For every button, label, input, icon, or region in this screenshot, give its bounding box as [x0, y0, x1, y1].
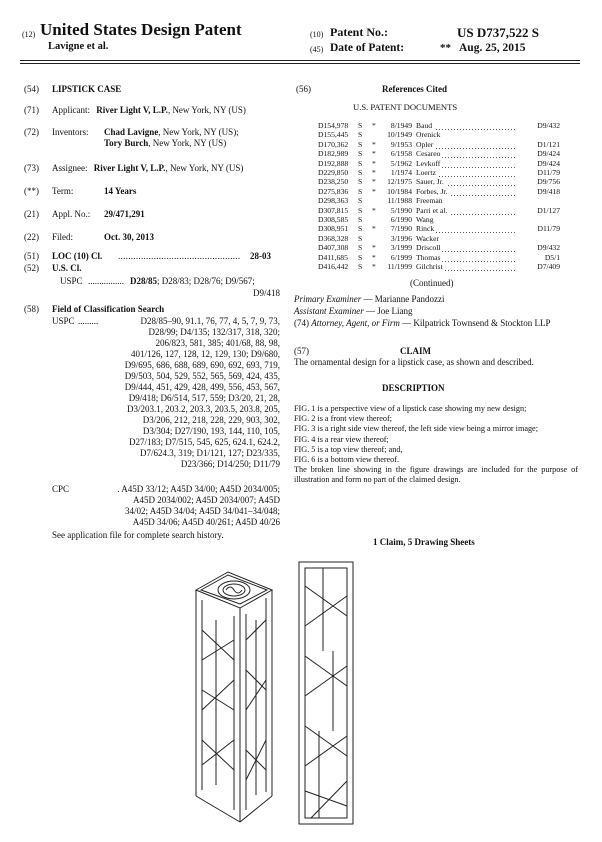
- cpc-line: . A45D 33/12; A45D 34/00; A45D 2034/005;: [117, 484, 280, 494]
- assistant-examiner-name: — Joe Liang: [363, 306, 413, 316]
- reference-number: D416,442: [318, 262, 349, 272]
- reference-kind: S: [358, 158, 363, 168]
- reference-number: D308,585: [318, 215, 349, 225]
- reference-number: D182,989: [318, 149, 349, 159]
- reference-row: [318, 262, 560, 271]
- reference-number: D192,888: [318, 158, 349, 168]
- inid-code-term: (**): [24, 186, 39, 196]
- description-line: FIG. 5 is a top view thereof; and,: [294, 444, 403, 454]
- us-patent-documents-heading: U.S. PATENT DOCUMENTS: [353, 102, 458, 112]
- assistant-examiner-label: Assistant Examiner: [294, 306, 364, 316]
- reference-number: D155,445: [318, 130, 349, 140]
- reference-number: D368,328: [318, 233, 349, 243]
- reference-row: [318, 187, 560, 196]
- uspc-line: D3/206, 212, 218, 228, 229, 903, 302,: [142, 415, 280, 425]
- reference-cited-by-examiner: *: [372, 252, 376, 262]
- description-line: FIG. 4 is a rear view thereof;: [294, 434, 389, 444]
- reference-date: 7/1990: [390, 224, 412, 234]
- uspc-line: D28/99; D4/135; 132/317, 318, 320;: [148, 327, 280, 337]
- field-of-search-cpc-label: CPC: [52, 484, 70, 494]
- assignee-name: River Light V, L.P.: [93, 163, 166, 173]
- claim-text: The ornamental design for a lipstick case, as shown and described.: [294, 357, 534, 367]
- uspc-line: D23/366; D14/250; D11/79: [180, 459, 280, 469]
- appl-no-label: Appl. No.:: [52, 209, 91, 219]
- field-of-search-uspc-list: [96, 316, 280, 470]
- reference-date: 11/1988: [387, 196, 412, 206]
- search-history-note: See application file for complete search history.: [52, 530, 224, 540]
- uspc-line: D9/695, 686, 688, 689, 690, 692, 693, 719,: [124, 360, 280, 370]
- reference-kind: S: [358, 196, 363, 206]
- cpc-line: A45D 2034/002; A45D 2034/007; A45D: [132, 495, 280, 505]
- filed-label: Filed:: [52, 232, 74, 242]
- reference-class: D9/424: [537, 158, 560, 168]
- reference-class: [516, 196, 560, 205]
- description-line: FIG. 3 is a right side view thereof, the left side view being a mirror image;: [294, 424, 538, 434]
- loc-class-label: LOC (10) Cl.: [52, 251, 103, 261]
- inid-code-73: (73): [24, 163, 39, 173]
- term-label: Term:: [52, 186, 74, 196]
- reference-inventor: Rinck: [416, 224, 516, 233]
- uspc-line: D3/203.1, 203.2, 203.3, 203.5, 203.8, 205,: [127, 404, 280, 414]
- description-line: FIG. 2 is a front view thereof;: [294, 414, 392, 424]
- reference-row: [318, 234, 560, 243]
- reference-class: D9/756: [537, 177, 560, 187]
- primary-examiner: [294, 294, 444, 305]
- inventor-2-location: , New York, NY (US): [148, 138, 227, 148]
- uspc-line: 401/126, 127, 128, 12, 129, 130; D9/680,: [130, 349, 280, 359]
- assignee-location: , New York, NY (US): [165, 163, 244, 173]
- reference-date: 6/1958: [390, 149, 412, 159]
- primary-examiner-label: Primary Examiner: [294, 294, 362, 304]
- inid-code-58: (58): [24, 304, 39, 314]
- appl-no-value: 29/471,291: [104, 209, 145, 219]
- inventor-2-name: Tory Burch: [104, 138, 149, 148]
- reference-class: D9/432: [537, 121, 560, 130]
- reference-cited-by-examiner: *: [372, 177, 376, 187]
- reference-date: 6/1999: [390, 252, 412, 262]
- attorney-field: [294, 318, 578, 329]
- reference-date: 3/1996: [390, 233, 412, 243]
- reference-kind: S: [358, 252, 363, 262]
- reference-kind: S: [358, 233, 363, 243]
- reference-inventor: Orenick: [416, 130, 441, 140]
- reference-class: D11/79: [537, 168, 560, 178]
- reference-number: D308,951: [318, 224, 349, 234]
- inid-code-56: (56): [296, 84, 311, 94]
- reference-row: [318, 130, 560, 139]
- first-inventor-etal: Lavigne et al.: [48, 41, 109, 52]
- reference-class: D1/127: [537, 205, 560, 215]
- reference-cited-by-examiner: *: [372, 139, 376, 149]
- uspc-line: D9/444, 451, 429, 428, 499, 556, 453, 567,: [124, 382, 280, 392]
- reference-kind: S: [358, 262, 363, 272]
- reference-number: D407,308: [318, 243, 349, 253]
- us-class-label: U.S. Cl.: [52, 263, 82, 273]
- field-of-search-label: Field of Classification Search: [52, 304, 165, 314]
- reference-inventor: Loertz: [416, 168, 516, 177]
- cpc-line: A45D 34/06; A45D 40/261; A45D 40/26: [132, 517, 280, 527]
- attorney-label: Attorney, Agent, or Firm: [311, 318, 400, 328]
- reference-kind: S: [358, 224, 363, 234]
- reference-row: [318, 121, 560, 130]
- inventor-2: [104, 138, 226, 149]
- reference-number: D238,250: [318, 177, 349, 187]
- references-cited-heading: References Cited: [382, 84, 448, 94]
- reference-row: [318, 149, 560, 158]
- reference-inventor: Wacker: [416, 233, 439, 243]
- reference-cited-by-examiner: *: [372, 205, 376, 215]
- reference-class: D5/1: [544, 252, 560, 262]
- cpc-line: 34/02; A45D 34/04; A45D 34/041–34/048;: [124, 506, 280, 516]
- field-of-search-leader-dots: .........: [78, 316, 99, 326]
- front-view-drawing: [293, 556, 359, 832]
- reference-cited-by-examiner: *: [372, 186, 376, 196]
- applicant-label: Applicant:: [52, 105, 90, 115]
- inventor-1-location: , New York, NY (US);: [158, 127, 239, 137]
- reference-date: 12/1975: [387, 177, 412, 187]
- reference-date: 11/1999: [387, 262, 412, 272]
- reference-inventor: Sauer, Jr.: [416, 177, 516, 186]
- reference-date: 5/1990: [390, 205, 412, 215]
- reference-row: [318, 215, 560, 224]
- document-type-title: United States Design Patent: [40, 20, 242, 39]
- uspc-line: D9/418; D6/514, 517, 559; D3/20, 21, 28,: [128, 393, 280, 403]
- description-line: The broken line showing in the figure drawings are included for the purpose of illustration and form no part of the claimed design.: [294, 465, 578, 485]
- description-body: [294, 404, 578, 486]
- us-class-secondary-cont: D9/418: [253, 288, 280, 298]
- inid-code-10: (10): [310, 30, 324, 39]
- reference-cited-by-examiner: *: [372, 243, 376, 253]
- reference-kind: S: [358, 149, 363, 159]
- reference-row: [318, 168, 560, 177]
- reference-cited-by-examiner: *: [372, 224, 376, 234]
- reference-row: [318, 196, 560, 205]
- field-of-search-cpc-list: [74, 484, 280, 528]
- assistant-examiner: [294, 306, 413, 317]
- reference-cited-by-examiner: *: [372, 121, 376, 130]
- reference-cited-by-examiner: *: [372, 149, 376, 159]
- reference-class: D11/79: [537, 224, 560, 234]
- reference-row: [318, 140, 560, 149]
- reference-cited-by-examiner: *: [372, 168, 376, 178]
- reference-kind: S: [358, 139, 363, 149]
- uspc-line: D27/183; D7/515, 545, 625, 624.1, 624.2,: [128, 437, 280, 447]
- primary-examiner-name: — Marianne Pandozzi: [361, 294, 445, 304]
- reference-number: D275,836: [318, 186, 349, 196]
- inid-code-21: (21): [24, 209, 39, 219]
- reference-row: [318, 177, 560, 186]
- reference-cited-by-examiner: [372, 130, 382, 139]
- header-rule-top: [20, 60, 580, 61]
- reference-date: 10/1984: [387, 186, 412, 196]
- uspc-line: D3/304; D27/190, 193, 144, 110, 105,: [142, 426, 280, 436]
- reference-date: 10/1949: [387, 130, 412, 140]
- claims-and-sheets: 1 Claim, 5 Drawing Sheets: [373, 537, 475, 547]
- uspc-line: D7/624.3, 319; D1/121, 127; D23/335,: [139, 448, 280, 458]
- reference-number: D307,815: [318, 205, 349, 215]
- inid-code-57: (57): [294, 346, 309, 356]
- reference-inventor: Thomas: [416, 253, 516, 262]
- reference-inventor: Levkoff: [416, 159, 516, 168]
- reference-number: D154,978: [318, 121, 349, 130]
- inid-code-52: (52): [24, 263, 39, 273]
- reference-inventor: Cesareo: [416, 149, 516, 158]
- reference-cited-by-examiner: *: [372, 262, 376, 272]
- reference-kind: S: [358, 186, 363, 196]
- loc-class-leader-dots: ................................................: [118, 251, 241, 261]
- references-table: [318, 121, 560, 272]
- field-of-search-uspc-label: USPC: [52, 316, 75, 326]
- reference-cited-by-examiner: [372, 215, 382, 224]
- reference-number: D229,850: [318, 168, 349, 178]
- design-title: LIPSTICK CASE: [52, 84, 122, 94]
- reference-date: 8/1949: [390, 121, 412, 130]
- reference-kind: S: [358, 130, 363, 140]
- reference-class: D9/432: [537, 243, 560, 253]
- description-heading: DESCRIPTION: [382, 383, 445, 393]
- term-asterisks: **: [440, 42, 451, 54]
- inventor-1-name: Chad Lavigne: [104, 127, 159, 137]
- reference-date: 9/1953: [390, 139, 412, 149]
- reference-inventor: Gilchrist: [416, 262, 516, 271]
- inventors-label: Inventors:: [52, 127, 89, 137]
- reference-inventor: Parri et al.: [416, 206, 516, 215]
- reference-inventor: Opler: [416, 140, 516, 149]
- applicant-name: River Light V, L.P.: [96, 105, 168, 115]
- reference-class: [516, 130, 560, 139]
- reference-date: 6/1990: [390, 215, 412, 225]
- inid-code-12: (12): [22, 30, 36, 39]
- us-class-values: [130, 276, 255, 287]
- reference-inventor: Baud: [416, 121, 516, 130]
- inventor-1: [104, 127, 239, 138]
- reference-number: D411,685: [318, 252, 348, 262]
- patent-number: US D737,522 S: [457, 25, 539, 40]
- inid-code-74: (74): [294, 318, 309, 328]
- references-continued: (Continued): [410, 278, 454, 288]
- us-class-leader-dots: ................: [88, 276, 124, 286]
- reference-date: 5/1962: [390, 158, 412, 168]
- reference-kind: S: [358, 177, 363, 187]
- reference-inventor: Freeman: [416, 196, 443, 206]
- reference-class: [516, 234, 560, 243]
- inid-code-22: (22): [24, 232, 39, 242]
- reference-kind: S: [358, 205, 363, 215]
- uspc-line: D9/503, 504, 529, 552, 565, 569, 424, 435,: [124, 371, 280, 381]
- reference-class: [516, 215, 560, 224]
- reference-row: [318, 224, 560, 233]
- loc-class-value: 28-03: [250, 251, 271, 261]
- inid-code-72: (72): [24, 127, 39, 137]
- us-class-uspc-label: USPC: [60, 276, 83, 286]
- reference-cited-by-examiner: [372, 234, 382, 243]
- reference-date: 3/1999: [390, 243, 412, 253]
- reference-inventor: Wang: [416, 215, 434, 225]
- reference-class: D7/409: [537, 262, 560, 272]
- assignee-field: [52, 163, 243, 174]
- uspc-line: 206/823, 581, 385; 401/68, 88, 98,: [155, 338, 280, 348]
- reference-inventor: Driscoll: [416, 243, 516, 252]
- reference-kind: S: [358, 215, 363, 225]
- inid-code-45: (45): [310, 45, 324, 54]
- description-line: FIG. 6 is a bottom view thereof.: [294, 455, 400, 465]
- inid-code-54: (54): [24, 84, 39, 94]
- applicant-field: [52, 105, 246, 116]
- reference-number: D298,363: [318, 196, 349, 206]
- term-value: 14 Years: [104, 186, 137, 196]
- applicant-location: , New York, NY (US): [167, 105, 246, 115]
- date-of-patent: Aug. 25, 2015: [459, 42, 526, 54]
- reference-row: [318, 159, 560, 168]
- reference-inventor: Forbes, Jr.: [416, 187, 516, 196]
- reference-row: [318, 243, 560, 252]
- uspc-line: D28/85–90, 91.1, 76, 77, 4, 5, 7, 9, 73,: [140, 316, 280, 326]
- reference-number: D170,362: [318, 139, 349, 149]
- reference-kind: S: [358, 168, 363, 178]
- inid-code-51: (51): [24, 251, 39, 261]
- reference-class: D1/121: [537, 139, 560, 149]
- reference-row: [318, 206, 560, 215]
- date-of-patent-label: Date of Patent:: [330, 42, 405, 54]
- reference-row: [318, 253, 560, 262]
- reference-cited-by-examiner: *: [372, 158, 376, 168]
- reference-date: 1/1974: [390, 168, 412, 178]
- reference-class: D9/424: [537, 149, 560, 159]
- attorney-name: — Kilpatrick Townsend & Stockton LLP: [399, 318, 551, 328]
- us-class-primary: D28/85: [130, 276, 157, 286]
- reference-kind: S: [358, 121, 363, 130]
- inid-code-71: (71): [24, 105, 39, 115]
- assignee-label: Assignee:: [52, 163, 88, 173]
- reference-cited-by-examiner: [372, 196, 382, 205]
- header-rule-bottom: [20, 63, 580, 64]
- perspective-view-drawing: [186, 560, 286, 832]
- reference-kind: S: [358, 243, 363, 253]
- us-class-secondary: ; D28/83; D28/76; D9/567;: [157, 276, 255, 286]
- claim-heading: CLAIM: [400, 346, 431, 356]
- patent-number-label: Patent No.:: [330, 25, 388, 39]
- filed-value: Oct. 30, 2013: [104, 232, 154, 242]
- reference-class: D9/418: [537, 186, 560, 196]
- description-line: FIG. 1 is a perspective view of a lipstick case showing my new design;: [294, 404, 527, 413]
